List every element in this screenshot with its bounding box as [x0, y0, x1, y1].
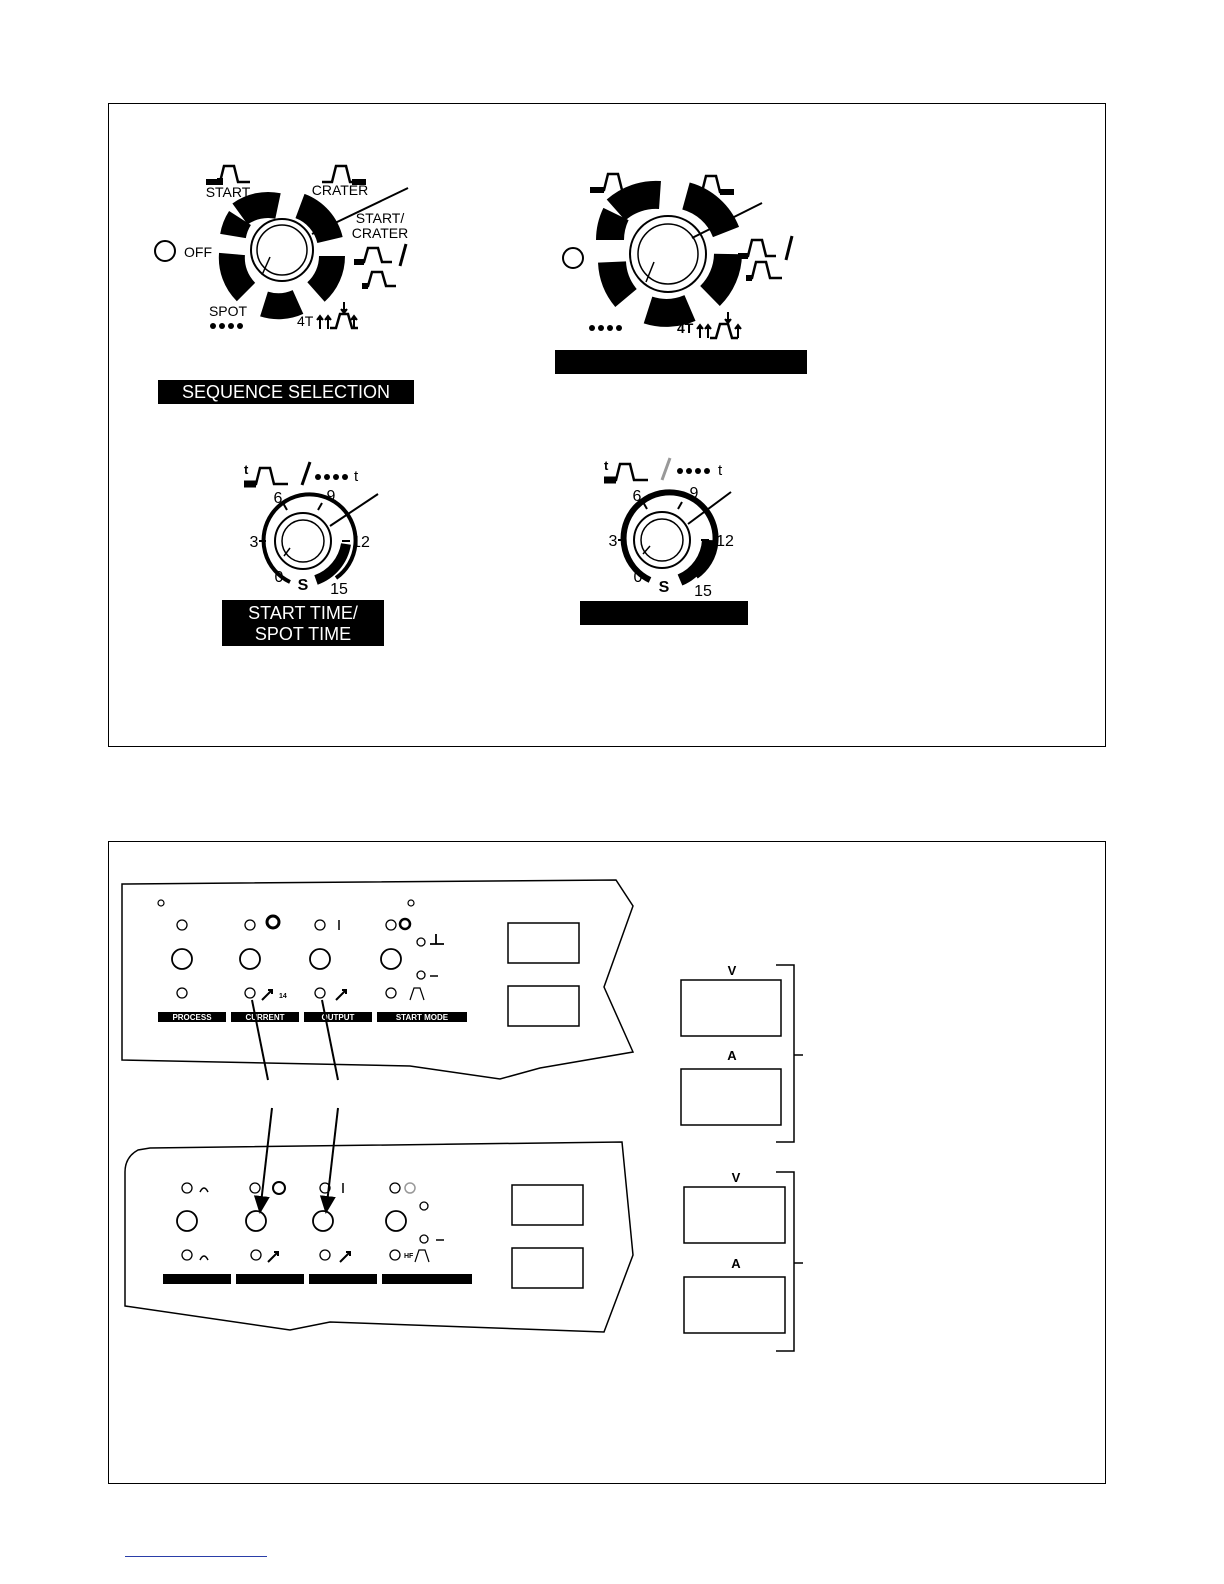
current-arrow-icon [262, 990, 272, 1000]
start-spot-time-right-banner [580, 601, 748, 625]
start-time-symbol-t: t [244, 462, 249, 477]
meter-group-lower [684, 1170, 803, 1351]
output-button[interactable] [310, 949, 330, 969]
start-crater-label-line2: CRATER [351, 225, 409, 241]
four-t-label: 4T [297, 313, 314, 329]
amp-meter-lower [684, 1277, 785, 1333]
process-button[interactable] [172, 949, 192, 969]
scale-9: 9 [326, 488, 336, 505]
start-mode-button[interactable] [381, 949, 401, 969]
spot-time-symbol-t: t [354, 468, 359, 485]
lower-panel-display-amps [512, 1248, 583, 1288]
scale-6: 6 [273, 490, 283, 507]
scale-right-0: 0 [633, 569, 643, 586]
scale-3: 3 [249, 534, 259, 551]
sequence-dial-right [563, 174, 792, 338]
output-label: OUTPUT [321, 1013, 355, 1022]
sequence-selection-right-banner [555, 350, 807, 374]
amp-meter-upper [681, 1069, 781, 1125]
seconds-right-unit: S [658, 579, 670, 596]
lower-current-button[interactable] [246, 1211, 266, 1231]
current-button[interactable] [240, 949, 260, 969]
correspondence-arrows [252, 1000, 338, 1212]
spot-time-title: SPOT TIME [254, 624, 352, 644]
volt-meter-lower [684, 1187, 785, 1243]
spot-dots-right-icon [589, 325, 622, 331]
current-label: CURRENT [245, 1013, 285, 1022]
panel-display-amps [508, 986, 579, 1026]
lower-output-label-bar [309, 1274, 377, 1284]
volts-label-lower: V [731, 1170, 741, 1185]
process-label: PROCESS [172, 1013, 212, 1022]
seconds-unit: S [297, 577, 309, 594]
lower-hf-label: HF [404, 1253, 414, 1260]
panel-display-volts [508, 923, 579, 963]
lower-process-button[interactable] [177, 1211, 197, 1231]
scale-right-12: 12 [716, 533, 734, 550]
remote-icon [267, 916, 279, 928]
scale-right-15: 15 [694, 583, 712, 600]
front-panel-upper [122, 880, 633, 1079]
amps-label-lower: A [731, 1256, 741, 1271]
off-lamp-right-icon [563, 248, 583, 268]
scale-right-3: 3 [608, 533, 618, 550]
front-panel-lower [125, 1142, 633, 1332]
spot-dots-icon [210, 323, 243, 329]
scale-0: 0 [274, 569, 284, 586]
current-suffix: 14 [279, 993, 287, 1000]
crater-label: CRATER [311, 182, 369, 198]
volt-meter-upper [681, 980, 781, 1036]
off-lamp-icon [155, 241, 175, 261]
bracket-upper [776, 965, 803, 1142]
start-crater-label-line1: START/ [355, 210, 405, 226]
lower-current-label-bar [236, 1274, 304, 1284]
lower-panel-display-volts [512, 1185, 583, 1225]
spot-label: SPOT [208, 303, 248, 319]
start-spot-time-knob-left [244, 462, 378, 598]
volts-label-upper: V [727, 963, 737, 978]
lower-output-button[interactable] [313, 1211, 333, 1231]
four-t-right-label: 4T [677, 320, 694, 336]
scale-right-6: 6 [632, 488, 642, 505]
lower-start-mode-label-bar [382, 1274, 472, 1284]
off-label: OFF [184, 244, 212, 260]
start-time-title: START TIME/ [248, 603, 358, 623]
start-spot-time-knob-right [604, 458, 734, 600]
four-t-trigger-icon [317, 302, 358, 329]
spot-time-right-symbol-t: t [718, 462, 723, 479]
four-t-trigger-right-icon [697, 312, 741, 338]
sequence-dial-left [155, 166, 408, 329]
start-time-right-symbol-t: t [604, 458, 609, 473]
output-arrow-icon [336, 990, 346, 1000]
lower-process-label-bar [163, 1274, 231, 1284]
scale-right-9: 9 [689, 485, 699, 502]
scale-15: 15 [330, 581, 348, 598]
scale-12: 12 [352, 534, 370, 551]
amps-label-upper: A [727, 1048, 737, 1063]
footer-link-underline[interactable] [125, 1556, 267, 1557]
start-label: START [205, 184, 251, 200]
sequence-selection-title: SEQUENCE SELECTION [181, 382, 391, 402]
bracket-lower [776, 1172, 803, 1351]
start-mode-label: START MODE [395, 1013, 449, 1022]
meter-group-upper [681, 963, 803, 1142]
lower-start-mode-button[interactable] [386, 1211, 406, 1231]
